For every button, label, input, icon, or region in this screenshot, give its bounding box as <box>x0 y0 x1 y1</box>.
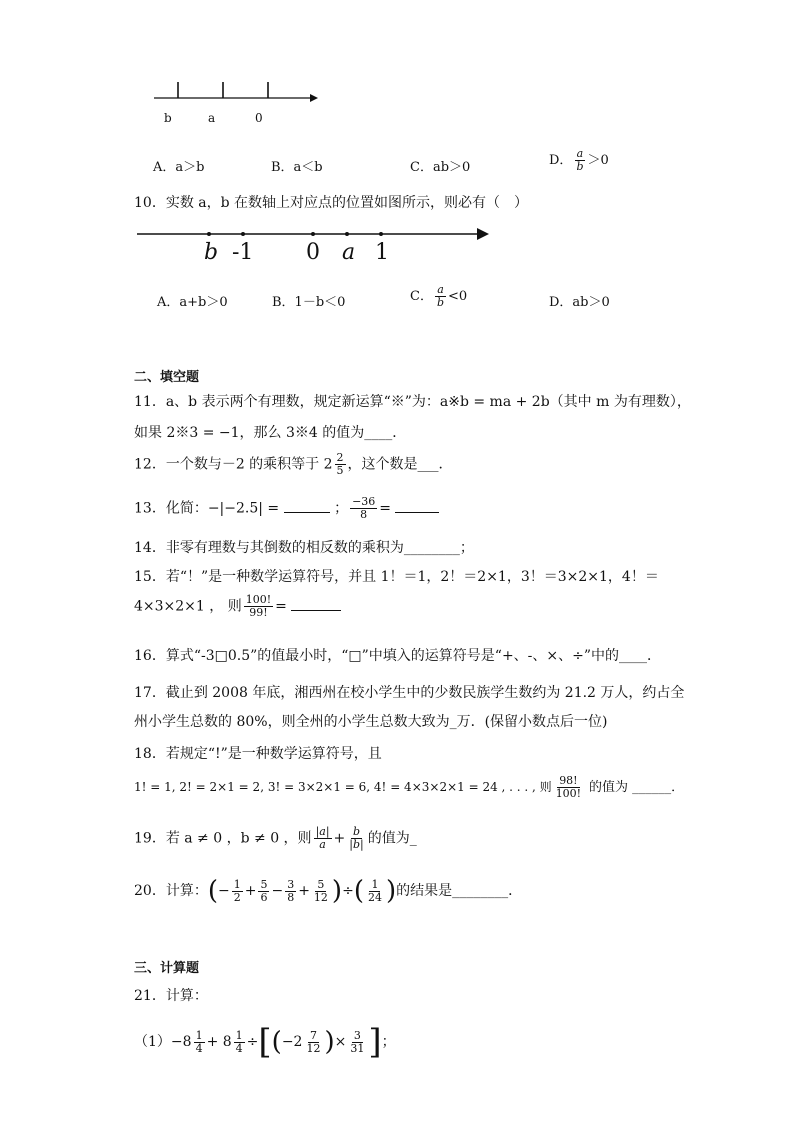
q21-title: 21．计算： <box>134 988 208 1004</box>
q21-paren-close: ) <box>324 1027 335 1057</box>
q20-term-3 <box>285 879 296 904</box>
q21-t2-whole: + 8 <box>206 1034 232 1050</box>
q9-number-line <box>150 78 320 108</box>
q19-num-2: b <box>352 825 361 838</box>
q18-fraction <box>554 775 583 800</box>
q21-t1-frac <box>194 1030 205 1055</box>
q19-fraction-1 <box>314 826 332 851</box>
q15-line1: 15．若“！”是一种数学运算符号，并且 1！＝1，2！＝2×1，3！＝3×2×1，4！＝ <box>134 569 659 585</box>
q12-num: 2 <box>336 451 344 464</box>
q21-t2d: 4 <box>235 1041 243 1055</box>
q20-t3n: 3 <box>287 877 295 891</box>
q12-fraction <box>335 452 346 477</box>
q19 <box>134 826 417 851</box>
q12-suffix: ，这个数是___． <box>347 456 453 473</box>
q21-t1d: 4 <box>195 1041 203 1055</box>
q21-t1-whole: −8 <box>170 1034 192 1050</box>
q17-line2: 州小学生总数的 80%，则全州的小学生总数大致为_万．(保留小数点后一位) <box>134 714 608 730</box>
q20-suffix: 的结果是________． <box>396 883 523 899</box>
q21-times: × <box>334 1034 347 1050</box>
q18-line2-prefix: 1! = 1, 2! = 2×1 = 2, 3! = 3×2×1 = 6, 4! = 4×3×2×1 = 24 , . . . , 则 <box>134 780 552 794</box>
q13-prefix: 13．化简：−|−2.5| = <box>134 500 280 517</box>
q13-mid: ； <box>334 500 349 517</box>
q21-t4d: 31 <box>350 1041 365 1055</box>
q13-num: −36 <box>352 495 376 508</box>
q10-c-fraction <box>435 284 446 309</box>
q15-line2-prefix: 4×3×2×1 ， 则 <box>134 598 242 615</box>
q20-t1n: 1 <box>233 877 241 891</box>
q21-bracket-open: [ <box>258 1022 272 1062</box>
q9-option-d <box>549 148 609 173</box>
q20-t2n: 5 <box>260 877 268 891</box>
q21-t4-frac <box>348 1030 366 1055</box>
q13 <box>134 496 439 521</box>
q9-label-0: 0 <box>255 111 263 125</box>
q20-term-4 <box>312 879 330 904</box>
q20-prefix: 20．计算： <box>134 883 208 899</box>
q21-part-label: （1） <box>134 1034 171 1050</box>
q9-label-a: a <box>208 111 216 125</box>
q20-paren-open: ( <box>207 876 218 906</box>
q19-num-1: |a| <box>315 825 330 838</box>
q10-question: 10．实数 a，b 在数轴上对应点的位置如图所示，则必有（ ） <box>134 195 529 211</box>
q10-fig-zero: 0 <box>306 240 320 265</box>
q21-part1 <box>134 1022 396 1062</box>
q19-plus: + <box>333 830 346 847</box>
q21-bracket-close: ] <box>368 1022 382 1062</box>
q10-option-b: B．1－b＜0 <box>272 295 346 310</box>
q21-end: ； <box>381 1034 396 1050</box>
q10-fig-minus1: -1 <box>232 240 254 265</box>
q21-t3n: 7 <box>309 1028 317 1042</box>
q20-paren-close: ) <box>331 876 343 906</box>
q15-num: 100! <box>245 593 272 606</box>
q9-d-num: a <box>576 147 584 160</box>
q15-fraction <box>244 594 273 619</box>
q21-t3-frac <box>304 1030 322 1055</box>
q19-den-1: a <box>319 838 326 851</box>
q9-option-b: B．a＜b <box>271 160 323 175</box>
q19-suffix: 的值为_ <box>367 830 417 847</box>
q18-line1: 18．若规定“!”是一种数学运算符号，且 <box>134 746 382 762</box>
q17-line1: 17．截止到 2008 年底，湘西州在校小学生中的少数民族学生数约为 21.2 万人，约占全 <box>134 685 685 701</box>
q11-line1: 11．a、b 表示两个有理数，规定新运算“※”为：a※b = ma + 2b（其中 m 为有理数）， <box>134 394 691 410</box>
q21-paren-open: ( <box>271 1027 282 1057</box>
q9-label-b: b <box>164 111 172 125</box>
q9-d-prefix: D． <box>549 153 573 168</box>
q10-c-suffix: <0 <box>448 289 468 304</box>
q20: 20．计算：(− $\frac{1}{2}$ + $\frac{5}{6}$ − $\frac{3}{8}$ + $\frac{5}{12}$ )÷( $\frac{1}{24}$ )的结果是________． <box>134 876 523 906</box>
q20-t4n: 5 <box>317 877 325 891</box>
q12 <box>134 452 453 477</box>
q19-den-2: |b| <box>349 838 364 851</box>
q19-fraction-2 <box>347 826 365 851</box>
q15-den: 99! <box>249 606 268 619</box>
q21-t3-whole: −2 <box>281 1034 303 1050</box>
q13-eq: = <box>379 500 392 517</box>
q10-fig-one: 1 <box>375 240 389 265</box>
q21-div: ÷ <box>246 1034 259 1050</box>
q20-t1d: 2 <box>233 890 241 904</box>
q18-num: 98! <box>559 774 578 787</box>
q21-t2-frac <box>234 1030 245 1055</box>
section-fill-in-title: 二、填空题 <box>134 370 200 385</box>
q20-paren2-close: ) <box>385 876 397 906</box>
q10-option-a: A．a+b＞0 <box>157 295 228 310</box>
q20-dn: 1 <box>371 877 379 891</box>
q11-line2: 如果 2※3 = −1，那么 3※4 的值为____． <box>134 425 407 441</box>
q20-t2d: 6 <box>260 890 268 904</box>
q9-option-c: C．ab＞0 <box>410 160 471 175</box>
q15-eq: = <box>275 598 287 615</box>
q21-t4n: 3 <box>353 1028 361 1042</box>
q12-prefix: 12．一个数与－2 的乘积等于 2 <box>134 456 333 473</box>
q10-fig-a: a <box>342 240 356 265</box>
q9-option-a: A．a＞b <box>153 160 205 175</box>
q18-den: 100! <box>555 787 582 800</box>
q21-t1n: 1 <box>195 1028 203 1042</box>
q20-paren2-open: ( <box>353 876 364 906</box>
q10-c-num: a <box>437 283 444 296</box>
q15-blank <box>291 610 341 611</box>
q18-suffix: 的值为 ______． <box>588 780 685 795</box>
q20-dd: 24 <box>367 890 382 904</box>
q10-option-d: D．ab＞0 <box>549 295 610 310</box>
q15-line2 <box>134 594 341 619</box>
q10-c-prefix: C． <box>410 289 433 304</box>
q14: 14．非零有理数与其倒数的相反数的乘积为________； <box>134 540 474 556</box>
q13-den: 8 <box>360 508 368 521</box>
section-calc-title: 三、计算题 <box>134 961 200 976</box>
q9-d-den: b <box>576 160 584 173</box>
q10-option-c <box>410 284 467 309</box>
q9-d-suffix: ＞0 <box>587 153 609 168</box>
q20-term-1 <box>232 879 243 904</box>
q10-c-den: b <box>436 296 444 309</box>
q20-t3d: 8 <box>287 890 295 904</box>
q21-t3d: 12 <box>306 1041 321 1055</box>
q9-d-fraction <box>574 148 585 173</box>
q20-div: ÷ <box>342 883 354 899</box>
q20-t4d: 12 <box>313 890 328 904</box>
q13-fraction <box>350 496 377 521</box>
q13-blank-1 <box>284 512 330 513</box>
q16: 16．算式“-3□0.5”的值最小时，“□”中填入的运算符号是“+、-、×、÷”中的____． <box>134 648 662 664</box>
q20-term-2 <box>258 879 269 904</box>
q21-t2n: 1 <box>235 1028 243 1042</box>
q10-fig-b: b <box>204 240 219 265</box>
q19-prefix: 19．若 a ≠ 0 ，b ≠ 0 ，则 <box>134 830 312 847</box>
q18-line2 <box>134 775 684 800</box>
q12-den: 5 <box>336 464 344 477</box>
q20-divisor <box>366 879 384 904</box>
q13-blank-2 <box>395 512 439 513</box>
